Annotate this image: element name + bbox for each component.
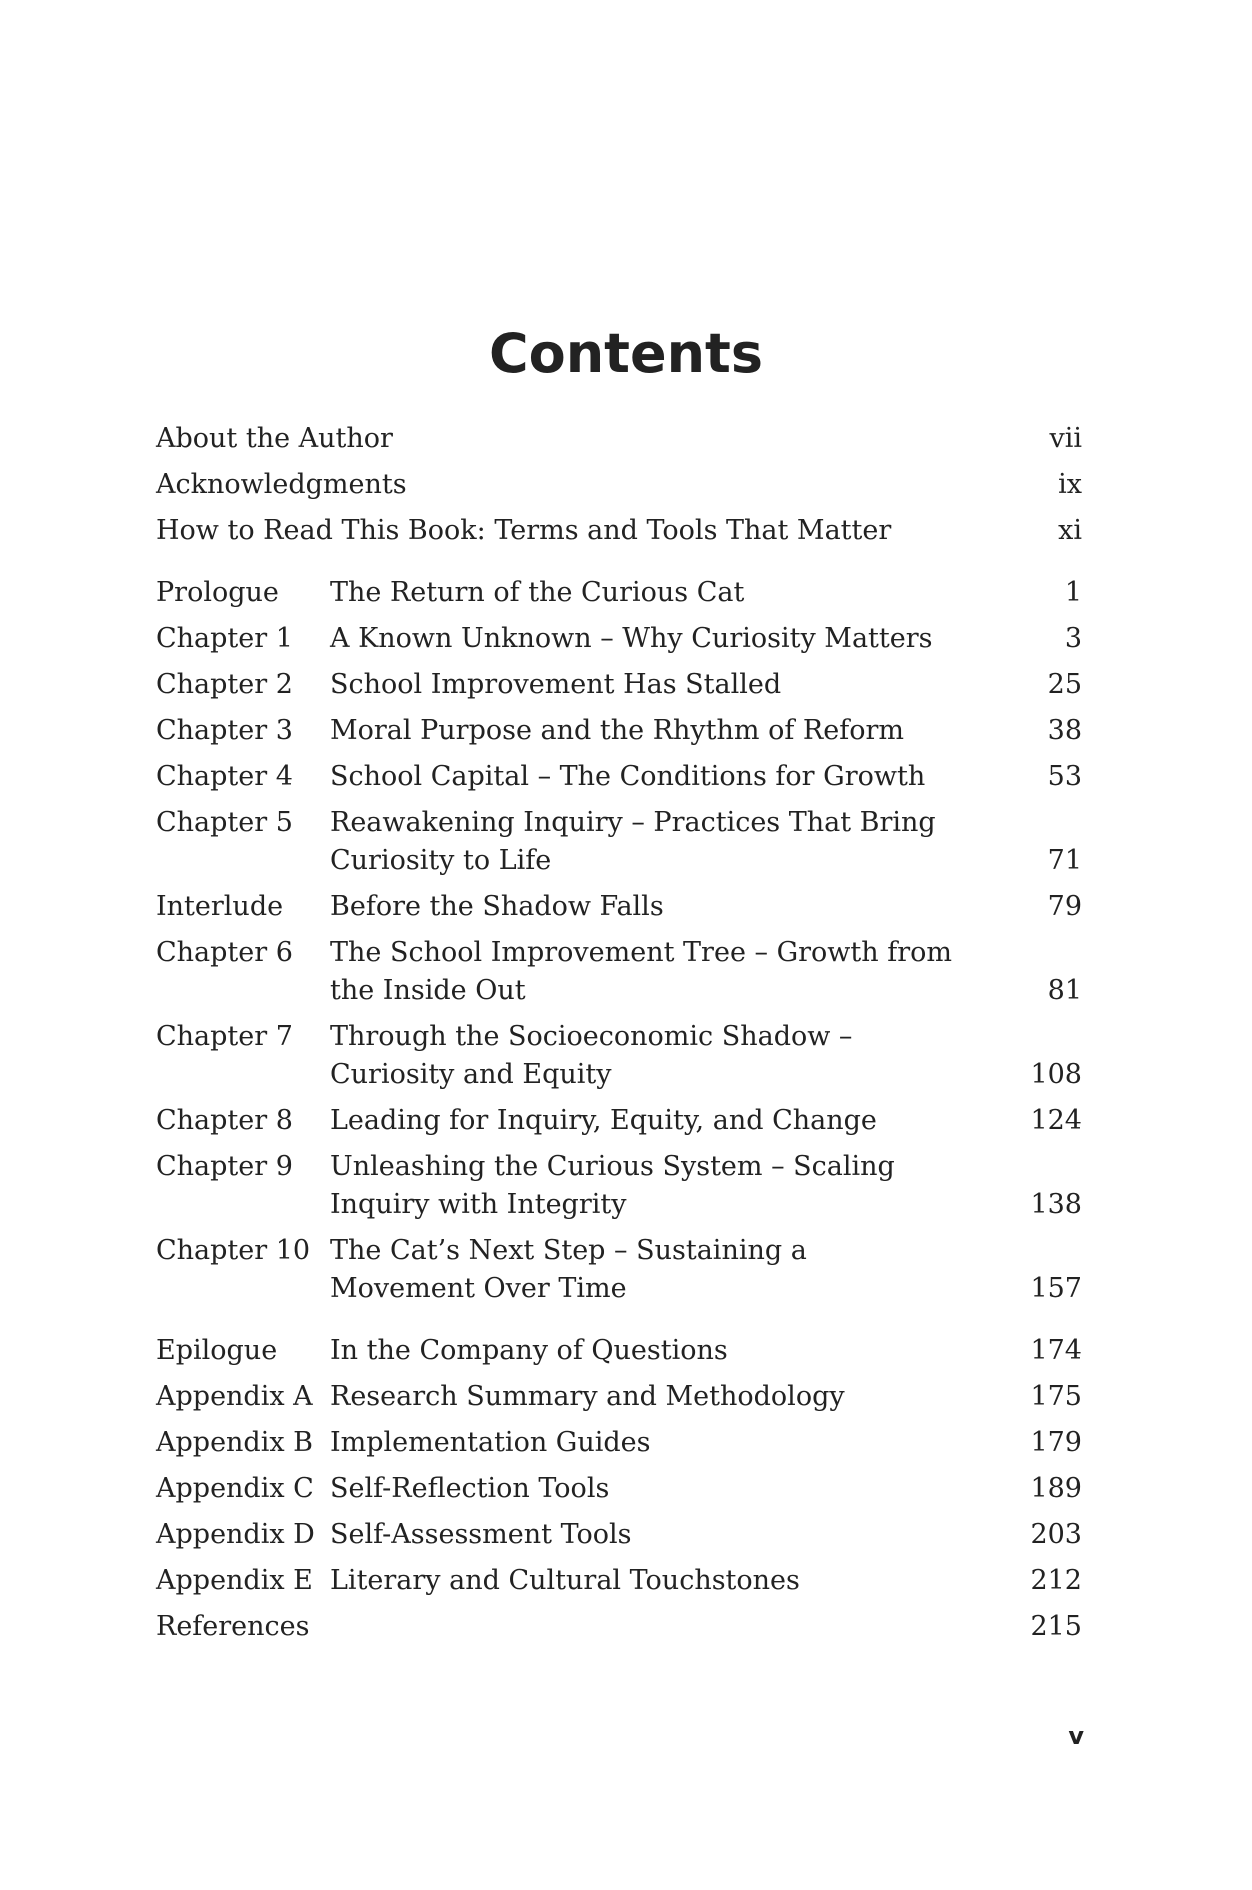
toc-entry-title: The Return of the Curious Cat	[330, 577, 745, 608]
toc-entry-acknowledgments[interactable]	[156, 466, 1082, 504]
toc-entry-how-to-read[interactable]	[156, 512, 1082, 550]
toc-entry-label: Chapter 5	[156, 807, 293, 838]
toc-entry-title: Self-Assessment Tools	[330, 1519, 632, 1550]
toc-entry-prologue[interactable]	[156, 574, 1082, 612]
toc-entry-page: 124	[1030, 1105, 1082, 1136]
toc-entry-title	[330, 1608, 960, 1646]
toc-entry-title: How to Read This Book: Terms and Tools That Matter	[156, 515, 892, 546]
toc-entry-label: Chapter 3	[156, 715, 293, 746]
toc-entry-page: 71	[1047, 845, 1082, 876]
toc-entry-title: Reawakening Inquiry – Practices That Bring Curiosity to Life	[330, 807, 936, 876]
toc-entry-title: Implementation Guides	[330, 1427, 651, 1458]
toc-entry-label: Chapter 6	[156, 937, 293, 968]
toc-entry-title: The School Improvement Tree – Growth from the Inside Out	[330, 937, 953, 1006]
toc-entry-label: Interlude	[156, 891, 284, 922]
toc-entry-page: 203	[1030, 1519, 1082, 1550]
toc-entry-appendix-a[interactable]	[156, 1378, 1082, 1416]
toc-entry-label: Chapter 7	[156, 1021, 293, 1052]
toc-entry-label: Appendix C	[156, 1473, 314, 1504]
toc-entry-chapter-1[interactable]	[156, 620, 1082, 658]
toc-entry-label: Appendix B	[156, 1427, 314, 1458]
table-of-contents	[156, 420, 1082, 1654]
toc-entry-title: Before the Shadow Falls	[330, 891, 664, 922]
toc-entry-chapter-2[interactable]	[156, 666, 1082, 704]
toc-entry-title: Moral Purpose and the Rhythm of Reform	[330, 715, 904, 746]
back-matter-list	[156, 1332, 1082, 1646]
toc-entry-chapter-8[interactable]	[156, 1102, 1082, 1140]
toc-entry-title: Self-Reflection Tools	[330, 1473, 610, 1504]
toc-entry-page: 157	[1030, 1273, 1082, 1304]
toc-entry-label: Chapter 1	[156, 623, 293, 654]
toc-entry-page: 212	[1030, 1565, 1082, 1596]
toc-entry-page: xi	[1058, 515, 1083, 546]
toc-entry-title: Leading for Inquiry, Equity, and Change	[330, 1105, 877, 1136]
toc-entry-label: Chapter 8	[156, 1105, 293, 1136]
toc-entry-interlude[interactable]	[156, 888, 1082, 926]
toc-entry-chapter-3[interactable]	[156, 712, 1082, 750]
toc-entry-page: 138	[1030, 1189, 1082, 1220]
toc-entry-page: 175	[1030, 1381, 1082, 1412]
toc-entry-chapter-10[interactable]	[156, 1232, 1082, 1308]
toc-entry-page: 189	[1030, 1473, 1082, 1504]
toc-entry-appendix-b[interactable]	[156, 1424, 1082, 1462]
toc-entry-title: The Cat’s Next Step – Sustaining a Movement Over Time	[330, 1235, 807, 1304]
toc-entry-title: School Capital – The Conditions for Growth	[330, 761, 926, 792]
toc-entry-about-the-author[interactable]	[156, 420, 1082, 458]
toc-entry-label: Chapter 2	[156, 669, 293, 700]
toc-entry-label: Appendix A	[156, 1381, 313, 1412]
toc-entry-title: Unleashing the Curious System – Scaling Inquiry with Integrity	[330, 1151, 895, 1220]
toc-entry-page: 215	[1030, 1611, 1082, 1642]
toc-entry-label: Chapter 10	[156, 1235, 311, 1266]
toc-entry-title: Literary and Cultural Touchstones	[330, 1565, 800, 1596]
toc-entry-chapter-9[interactable]	[156, 1148, 1082, 1224]
toc-entry-chapter-4[interactable]	[156, 758, 1082, 796]
toc-entry-appendix-c[interactable]	[156, 1470, 1082, 1508]
toc-entry-label: Prologue	[156, 577, 279, 608]
toc-entry-title: In the Company of Questions	[330, 1335, 728, 1366]
toc-entry-page: 1	[1064, 577, 1082, 608]
page-title: Contents	[488, 322, 763, 385]
toc-entry-page: vii	[1049, 423, 1083, 454]
toc-entry-label: References	[156, 1611, 310, 1642]
toc-entry-page: 79	[1047, 891, 1082, 922]
toc-entry-title: A Known Unknown – Why Curiosity Matters	[330, 623, 933, 654]
toc-entry-label: Appendix D	[156, 1519, 315, 1550]
toc-entry-page: 25	[1047, 669, 1082, 700]
toc-entry-page: 179	[1030, 1427, 1082, 1458]
toc-entry-page: 108	[1030, 1059, 1082, 1090]
toc-entry-page: 53	[1047, 761, 1082, 792]
toc-entry-label: Epilogue	[156, 1335, 278, 1366]
toc-entry-references[interactable]	[156, 1608, 1082, 1646]
toc-entry-chapter-5[interactable]	[156, 804, 1082, 880]
toc-entry-label: Appendix E	[156, 1565, 313, 1596]
chapter-list	[156, 574, 1082, 1308]
toc-entry-appendix-e[interactable]	[156, 1562, 1082, 1600]
toc-entry-page: 81	[1047, 975, 1082, 1006]
toc-entry-chapter-6[interactable]	[156, 934, 1082, 1010]
toc-entry-title: Through the Socioeconomic Shadow – Curiosity and Equity	[330, 1021, 853, 1090]
toc-entry-title: Research Summary and Methodology	[330, 1381, 845, 1412]
toc-entry-title: About the Author	[156, 423, 393, 454]
toc-entry-label: Chapter 4	[156, 761, 293, 792]
toc-entry-epilogue[interactable]	[156, 1332, 1082, 1370]
toc-entry-title: Acknowledgments	[156, 469, 407, 500]
toc-entry-page: 3	[1064, 623, 1082, 654]
toc-entry-label: Chapter 9	[156, 1151, 293, 1182]
page-folio: v	[1068, 1722, 1084, 1750]
toc-entry-page: 174	[1030, 1335, 1082, 1366]
toc-entry-title: School Improvement Has Stalled	[330, 669, 782, 700]
toc-entry-appendix-d[interactable]	[156, 1516, 1082, 1554]
toc-entry-page: 38	[1047, 715, 1082, 746]
toc-entry-chapter-7[interactable]	[156, 1018, 1082, 1094]
toc-entry-page: ix	[1058, 469, 1082, 500]
front-matter-list	[156, 420, 1082, 550]
